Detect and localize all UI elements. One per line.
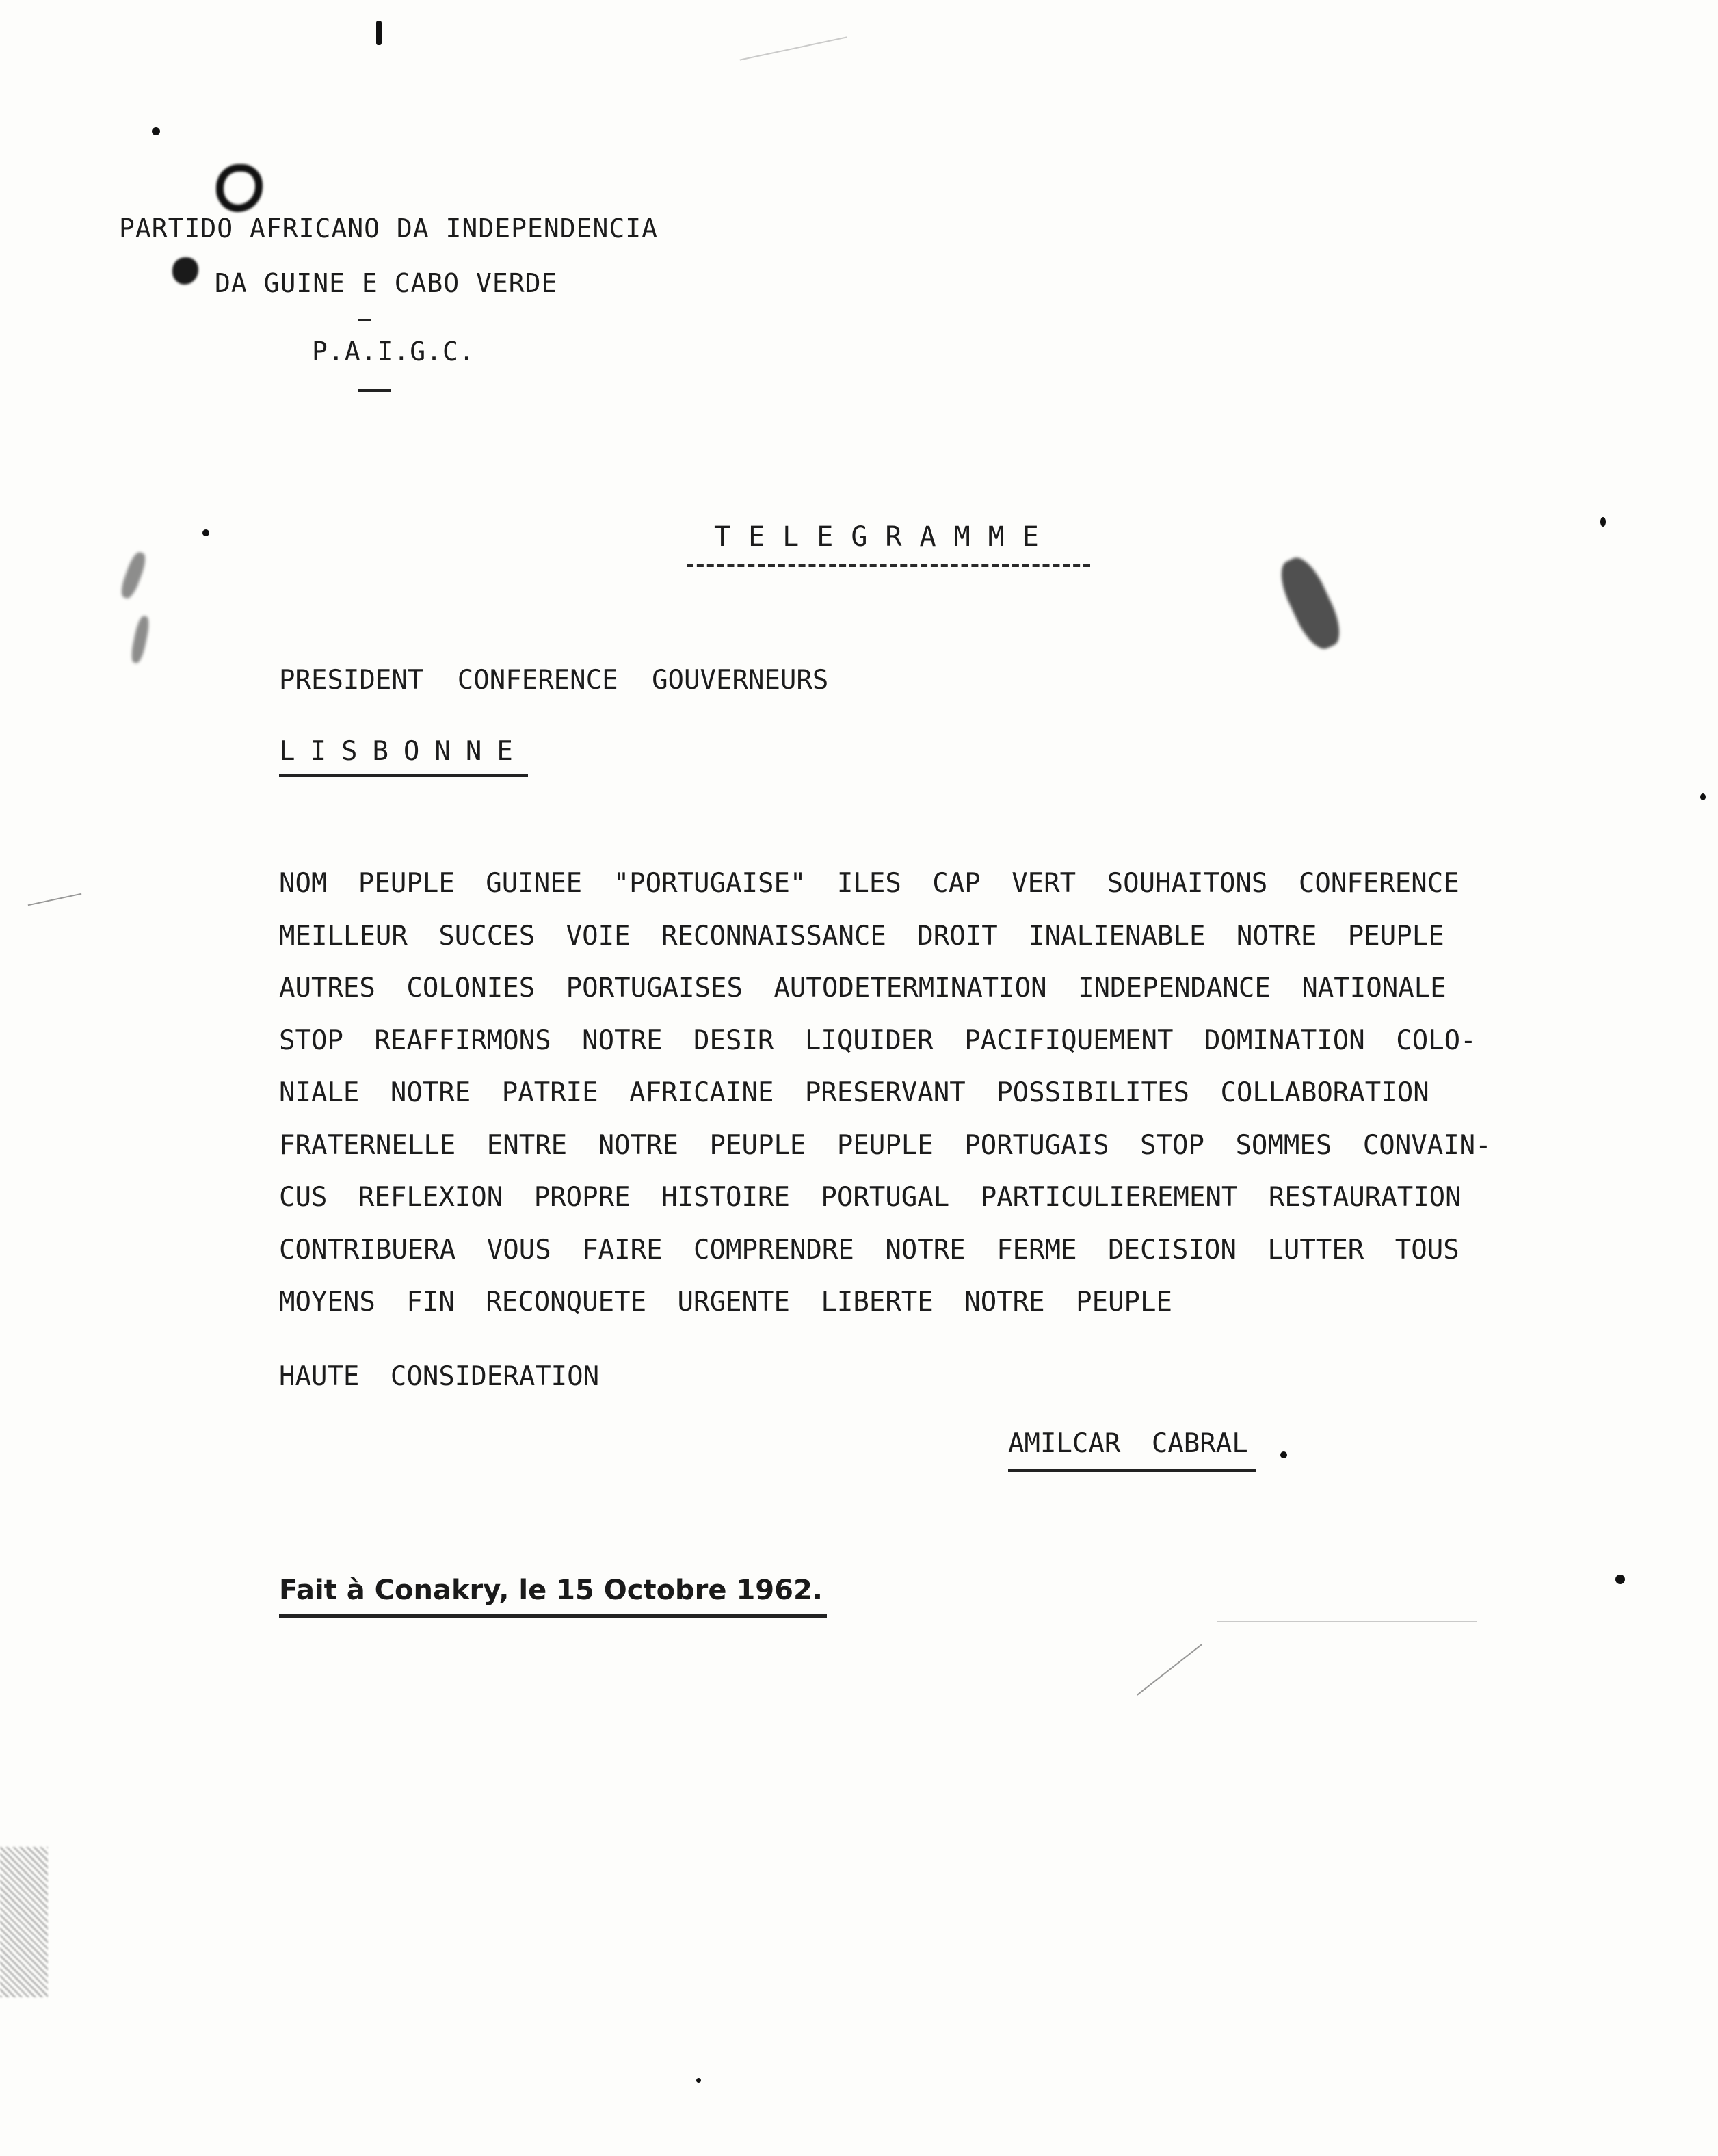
- body-line: MOYENS FIN RECONQUETE URGENTE LIBERTE NOTRE PEUPLE: [279, 1287, 1172, 1317]
- header-divider: [358, 389, 391, 392]
- body-line: CONTRIBUERA VOUS FAIRE COMPRENDRE NOTRE FERME DECISION LUTTER TOUS: [279, 1234, 1459, 1265]
- scan-edge-noise: [0, 1847, 48, 1997]
- body-line: NOM PEUPLE GUINEE "PORTUGAISE" ILES CAP VERT SOUHAITONS CONFERENCE: [279, 868, 1459, 899]
- ink-blot: [172, 257, 198, 285]
- party-name-line2: DA GUINE E CABO VERDE: [215, 268, 558, 298]
- ink-speck: [152, 127, 160, 135]
- ink-smear: [1273, 552, 1348, 655]
- title-underline: [687, 564, 1090, 567]
- scan-scratch: [1137, 1644, 1202, 1695]
- body-line: NIALE NOTRE PATRIE AFRICAINE PRESERVANT POSSIBILITES COLLABORATION: [279, 1077, 1429, 1108]
- telegram-title: TELEGRAMME: [714, 521, 1057, 553]
- ink-smear: [118, 550, 149, 600]
- body-line: MEILLEUR SUCCES VOIE RECONNAISSANCE DROIT INALIENABLE NOTRE PEUPLE: [279, 920, 1444, 951]
- destination-city: LISBONNE: [279, 736, 528, 777]
- party-acronym: P.A.I.G.C.: [312, 337, 475, 367]
- addressee: PRESIDENT CONFERENCE GOUVERNEURS: [279, 665, 829, 696]
- ink-speck: [376, 21, 382, 45]
- closing-salutation: HAUTE CONSIDERATION: [279, 1361, 600, 1392]
- dateline: Fait à Conakry, le 15 Octobre 1962.: [279, 1575, 827, 1618]
- ink-smear: [129, 615, 151, 664]
- scan-scratch: [740, 36, 847, 60]
- body-line: FRATERNELLE ENTRE NOTRE PEUPLE PEUPLE PORTUGAIS STOP SOMMES CONVAIN-: [279, 1129, 1492, 1161]
- ink-speck: [696, 2078, 701, 2083]
- header-divider: [358, 319, 371, 321]
- party-name-line1: PARTIDO AFRICANO DA INDEPENDENCIA: [119, 213, 658, 244]
- scan-scratch: [28, 893, 82, 906]
- signature: AMILCAR CABRAL: [1008, 1428, 1256, 1472]
- ink-speck: [1615, 1575, 1625, 1584]
- body-line: CUS REFLEXION PROPRE HISTOIRE PORTUGAL PARTICULIEREMENT RESTAURATION: [279, 1182, 1462, 1213]
- scan-scratch: [1217, 1621, 1477, 1622]
- telegram-body: [279, 858, 1496, 1329]
- telegram-title-block: [687, 521, 1083, 553]
- ink-speck: [1280, 1451, 1287, 1458]
- ink-blot: [216, 164, 263, 212]
- ink-speck: [202, 529, 209, 536]
- ink-speck: [1700, 793, 1706, 800]
- ink-speck: [1600, 517, 1606, 527]
- body-line: STOP REAFFIRMONS NOTRE DESIR LIQUIDER PACIFIQUEMENT DOMINATION COLO-: [279, 1025, 1477, 1056]
- body-line: AUTRES COLONIES PORTUGAISES AUTODETERMINATION INDEPENDANCE NATIONALE: [279, 973, 1446, 1003]
